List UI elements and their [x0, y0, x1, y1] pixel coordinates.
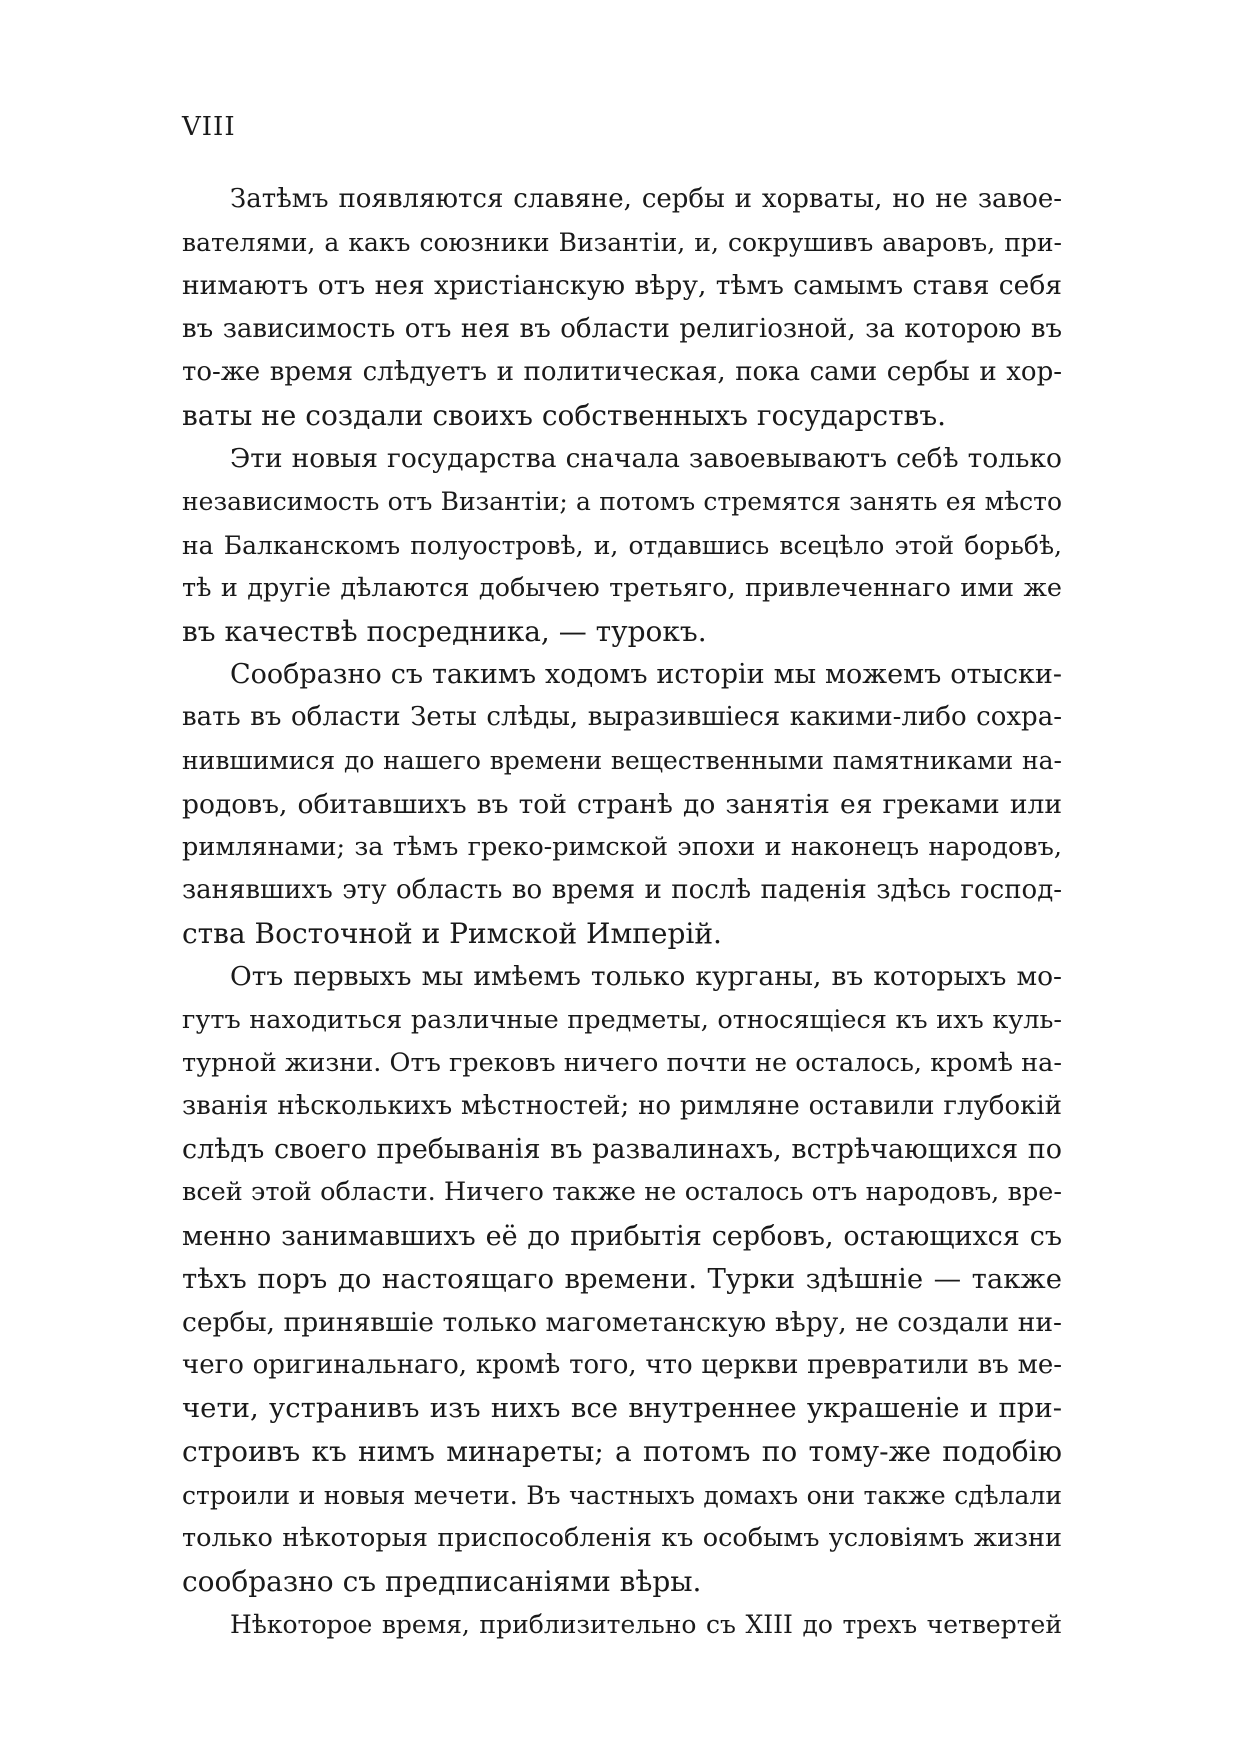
- text-line: строивъ къ нимъ минареты; а потомъ по тому-же подобію: [182, 1435, 1062, 1469]
- text-line: Нѣкоторое время, приблизительно съ XIII до трехъ четвертей: [230, 1610, 1062, 1640]
- text-line: тѣ и другіе дѣлаются добычею третьяго, привлеченнаго ими же: [182, 572, 1062, 603]
- text-line: въ зависимость отъ нея въ области религіозной, за которою въ: [182, 313, 1062, 344]
- text-line: вать въ области Зеты слѣды, выразившіеся какими-либо сохра-: [182, 702, 1062, 733]
- text-line: нимаютъ отъ нея христіанскую вѣру, тѣмъ самымъ ставя себя: [182, 270, 1062, 302]
- text-line: строили и новыя мечети. Въ частныхъ домахъ они также сдѣлали: [182, 1480, 1062, 1510]
- text-line: званія нѣсколькихъ мѣстностей; но римляне оставили глубокій: [182, 1090, 1062, 1121]
- text-line: турной жизни. Отъ грековъ ничего почти не осталось, кромѣ на-: [182, 1047, 1062, 1078]
- text-line: всей этой области. Ничего также не осталось отъ народовъ, вре-: [182, 1177, 1062, 1208]
- text-line: слѣдъ своего пребыванія въ развалинахъ, встрѣчающихся по: [182, 1134, 1062, 1166]
- text-line: только нѣкоторыя приспособленія къ особымъ условіямъ жизни: [182, 1522, 1062, 1553]
- text-line: занявшихъ эту область во время и послѣ паденія здѣсь господ-: [182, 875, 1062, 905]
- text-line: римлянами; за тѣмъ греко-римской эпохи и наконецъ народовъ,: [182, 831, 1062, 862]
- text-line: нившимися до нашего времени вещественными памятниками на-: [182, 746, 1062, 776]
- text-line: ваты не создали своихъ собственныхъ государствъ.: [182, 398, 947, 432]
- text-line: Отъ первыхъ мы имѣемъ только курганы, въ которыхъ мо-: [230, 961, 1062, 993]
- text-line: Затѣмъ появляются славяне, сербы и хорваты, но не завое-: [230, 184, 1062, 214]
- text-line: чего оригинальнаго, кромѣ того, что церкви превратили въ ме-: [182, 1350, 1062, 1381]
- text-line: родовъ, обитавшихъ въ той странѣ до занятія ея греками или: [182, 788, 1062, 820]
- text-line: гутъ находиться различные предметы, относящіеся къ ихъ куль-: [182, 1004, 1062, 1035]
- text-line: тѣхъ поръ до настоящаго времени. Турки здѣшніе — также: [182, 1262, 1062, 1295]
- page-number: VIII: [182, 112, 236, 142]
- text-line: Сообразно съ такимъ ходомъ исторіи мы можемъ отыски-: [230, 659, 1062, 691]
- text-line: ства Восточной и Римской Имперій.: [182, 917, 722, 951]
- text-line: менно занимавшихъ её до прибытія сербовъ, остающихся съ: [182, 1220, 1062, 1252]
- text-line: чети, устранивъ изъ нихъ все внутреннее украшеніе и при-: [182, 1392, 1062, 1425]
- text-line: въ качествѣ посредника, — турокъ.: [182, 614, 707, 648]
- text-line: независимость отъ Византіи; а потомъ стремятся занять ея мѣсто: [182, 487, 1062, 517]
- text-line: сообразно съ предписаніями вѣры.: [182, 1565, 702, 1598]
- text-line: то-же время слѣдуетъ и политическая, пока сами сербы и хор-: [182, 356, 1062, 387]
- text-line: на Балканскомъ полуостровѣ, и, отдавшись всецѣло этой борьбѣ,: [182, 530, 1062, 560]
- text-line: сербы, принявшіе только магометанскую вѣру, не создали ни-: [182, 1306, 1062, 1338]
- body-text: [182, 178, 1062, 1646]
- text-line: Эти новыя государства сначала завоевываютъ себѣ только: [230, 443, 1062, 475]
- text-line: вателями, а какъ союзники Византіи, и, сокрушивъ аваровъ, при-: [182, 228, 1062, 258]
